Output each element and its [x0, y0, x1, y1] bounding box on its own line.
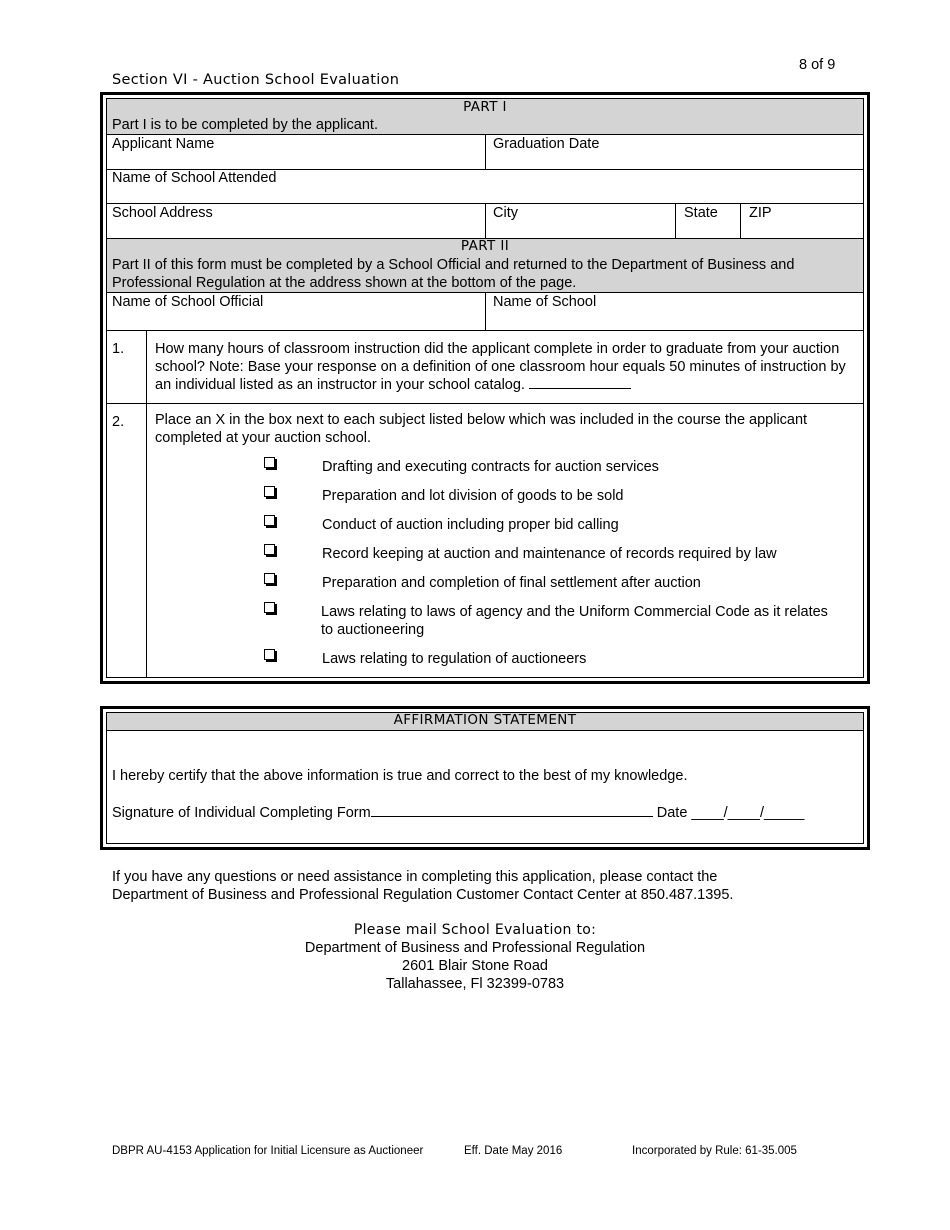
signature-row [112, 804, 804, 821]
divider [107, 730, 863, 731]
question-1-number: 1. [112, 341, 125, 357]
hours-answer-blank[interactable] [529, 376, 631, 389]
question-1-prompt: How many hours of classroom instruction did the applicant complete in order to graduate from your auction school? Note: Base your response on a definition of one classroom hour equals 50 minutes of instruction by an individual listed as an instructor in your school catalog. [155, 341, 846, 393]
school-attended-label: Name of School Attended [112, 170, 277, 186]
page-number: 8 of 9 [799, 57, 836, 73]
state-label: State [684, 205, 718, 221]
date-blank[interactable]: ____/____/_____ [691, 805, 805, 821]
footer-eff-date: Eff. Date May 2016 [464, 1145, 563, 1157]
subject-checkbox[interactable] [264, 457, 275, 468]
footer-rule: Incorporated by Rule: 61-35.005 [632, 1145, 797, 1157]
contact-line-2: Department of Business and Professional Regulation Customer Contact Center at 850.487.1395. [112, 887, 734, 903]
mailing-address [0, 921, 950, 993]
mail-line-3: Tallahassee, Fl 32399-0783 [385, 976, 565, 992]
mail-line-2: 2601 Blair Stone Road [402, 958, 548, 974]
part1-instruction: Part I is to be completed by the applicant. [112, 117, 378, 133]
affirmation-title: AFFIRMATION STATEMENT [393, 712, 577, 728]
affirmation-statement: I hereby certify that the above information is true and correct to the best of my knowledge. [112, 768, 688, 784]
subject-label: Laws relating to laws of agency and the Uniform Commercial Code as it relates to auctioneering [321, 604, 828, 638]
divider [740, 203, 741, 238]
mail-line-1: Department of Business and Professional Regulation [304, 940, 646, 956]
date-label: Date [656, 805, 688, 821]
part2-title: PART II [460, 238, 510, 254]
school-official-label: Name of School Official [112, 294, 264, 310]
graduation-date-label: Graduation Date [493, 136, 600, 152]
subject-label: Drafting and executing contracts for auction services [322, 459, 659, 475]
applicant-name-label: Applicant Name [112, 136, 215, 152]
subject-checkbox[interactable] [264, 486, 275, 497]
divider [107, 403, 863, 404]
contact-line-1: If you have any questions or need assistance in completing this application, please contact the [112, 869, 718, 885]
divider [146, 330, 147, 677]
city-label: City [493, 205, 518, 221]
signature-label: Signature of Individual Completing Form [112, 805, 371, 821]
signature-line[interactable] [371, 804, 653, 817]
subject-label: Preparation and completion of final settlement after auction [322, 575, 701, 591]
divider [485, 292, 486, 330]
divider [485, 203, 486, 238]
subject-label: Laws relating to regulation of auctioneers [322, 651, 587, 667]
contact-info [112, 868, 733, 904]
subject-label: Conduct of auction including proper bid calling [322, 517, 619, 533]
mail-heading: Please mail School Evaluation to: [353, 922, 597, 938]
question-2-text: Place an X in the box next to each subject listed below which was included in the course the applicant completed at your auction school. [155, 412, 808, 446]
divider [675, 203, 676, 238]
part1-title: PART I [463, 99, 507, 115]
subject-checkbox[interactable] [264, 573, 275, 584]
zip-label: ZIP [749, 205, 772, 221]
divider [485, 134, 486, 169]
subject-checkbox[interactable] [264, 515, 275, 526]
footer-form-id: DBPR AU-4153 Application for Initial Licensure as Auctioneer [112, 1145, 424, 1157]
subject-checkbox[interactable] [264, 544, 275, 555]
subject-checkbox[interactable] [264, 649, 275, 660]
subject-label: Preparation and lot division of goods to be sold [322, 488, 624, 504]
question-1-text [155, 341, 855, 395]
part2-instruction: Part II of this form must be completed by a School Official and returned to the Department of Business and Professional Regulation at the address shown at the bottom of the page. [112, 257, 795, 291]
section-title: Section VI - Auction School Evaluation [112, 72, 400, 88]
subject-checkbox[interactable] [264, 602, 275, 613]
question-2-number: 2. [112, 414, 125, 430]
subject-label: Record keeping at auction and maintenance of records required by law [322, 546, 777, 562]
divider [107, 330, 863, 331]
school-address-label: School Address [112, 205, 213, 221]
school-name-label: Name of School [493, 294, 597, 310]
